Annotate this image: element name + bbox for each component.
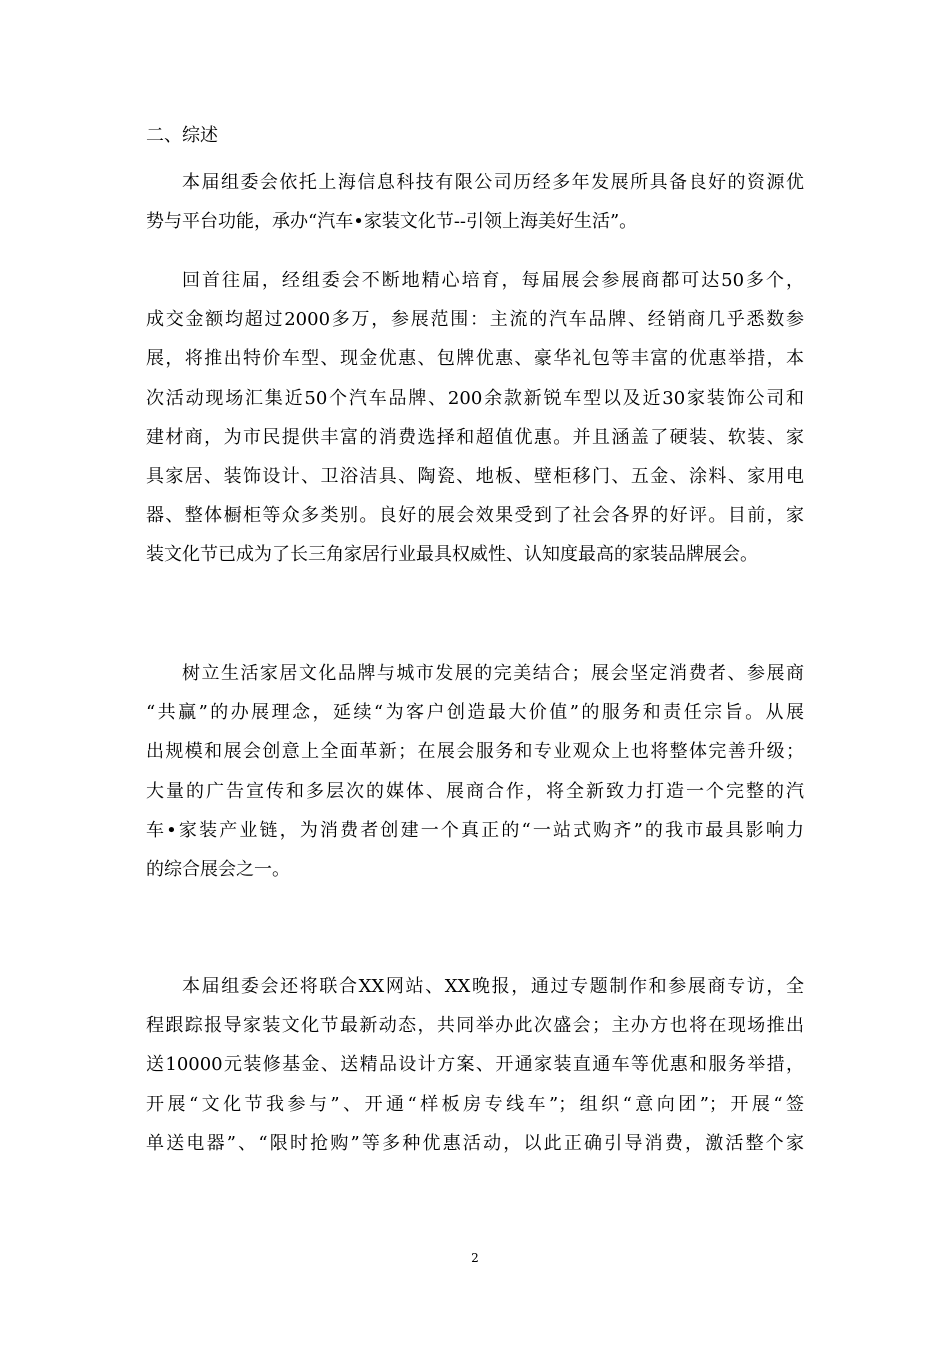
paragraph-3 <box>146 654 804 889</box>
paragraph-line: 开展“文化节我参与”、开通“样板房专线车”；组织“意向团”；开展“签 <box>146 1093 804 1115</box>
paragraph-line: 装文化节已成为了长三角家居行业最具权威性、认知度最高的家装品牌展会。 <box>146 544 758 566</box>
paragraph-line: 建材商，为市民提供丰富的消费选择和超值优惠。并且涵盖了硬装、软装、家 <box>146 426 804 448</box>
paragraph-line: 的综合展会之一。 <box>146 858 290 880</box>
paragraph-line: 次活动现场汇集近50个汽车品牌、200余款新锐车型以及近30家装饰公司和 <box>146 387 804 409</box>
paragraph-line: 车•家装产业链，为消费者创建一个真正的“一站式购齐”的我市最具影响力 <box>146 819 804 841</box>
paragraph-line: 势与平台功能，承办“汽车•家装文化节--引领上海美好生活”。 <box>146 211 638 233</box>
paragraph-line: 本届组委会还将联合XX网站、XX晚报，通过专题制作和参展商专访，全 <box>182 976 804 997</box>
paragraph-line: 展，将推出特价车型、现金优惠、包牌优惠、豪华礼包等丰富的优惠举措，本 <box>146 348 804 370</box>
paragraph-line: 送10000元装修基金、送精品设计方案、开通家装直通车等优惠和服务举措， <box>146 1054 804 1076</box>
paragraph-line: 回首往届，经组委会不断地精心培育，每届展会参展商都可达50多个， <box>182 270 804 291</box>
paragraph-line: 成交金额均超过2000多万，参展范围：主流的汽车品牌、经销商几乎悉数参 <box>146 309 804 331</box>
paragraph-2 <box>146 261 804 575</box>
paragraph-line: 具家居、装饰设计、卫浴洁具、陶瓷、地板、壁柜移门、五金、涂料、家用电 <box>146 465 804 487</box>
paragraph-line: 单送电器”、“限时抢购”等多种优惠活动，以此正确引导消费，激活整个家 <box>146 1132 804 1154</box>
paragraph-line: 器、整体橱柜等众多类别。良好的展会效果受到了社会各界的好评。目前，家 <box>146 505 804 527</box>
paragraph-line: “共赢”的办展理念，延续“为客户创造最大价值”的服务和责任宗旨。从展 <box>146 702 804 724</box>
paragraph-line: 本届组委会依托上海信息科技有限公司历经多年发展所具备良好的资源优 <box>182 172 804 193</box>
paragraph-line: 出规模和展会创意上全面革新；在展会服务和专业观众上也将整体完善升级； <box>146 741 804 763</box>
paragraph-4 <box>146 967 804 1163</box>
page-number: 2 <box>471 1251 479 1265</box>
section-heading: 二、综述 <box>146 125 218 146</box>
paragraph-line: 大量的广告宣传和多层次的媒体、展商合作，将全新致力打造一个完整的汽 <box>146 780 804 802</box>
paragraph-1 <box>146 163 804 241</box>
paragraph-line: 程跟踪报导家装文化节最新动态，共同举办此次盛会；主办方也将在现场推出 <box>146 1015 804 1037</box>
paragraph-line: 树立生活家居文化品牌与城市发展的完美结合；展会坚定消费者、参展商 <box>182 663 804 684</box>
